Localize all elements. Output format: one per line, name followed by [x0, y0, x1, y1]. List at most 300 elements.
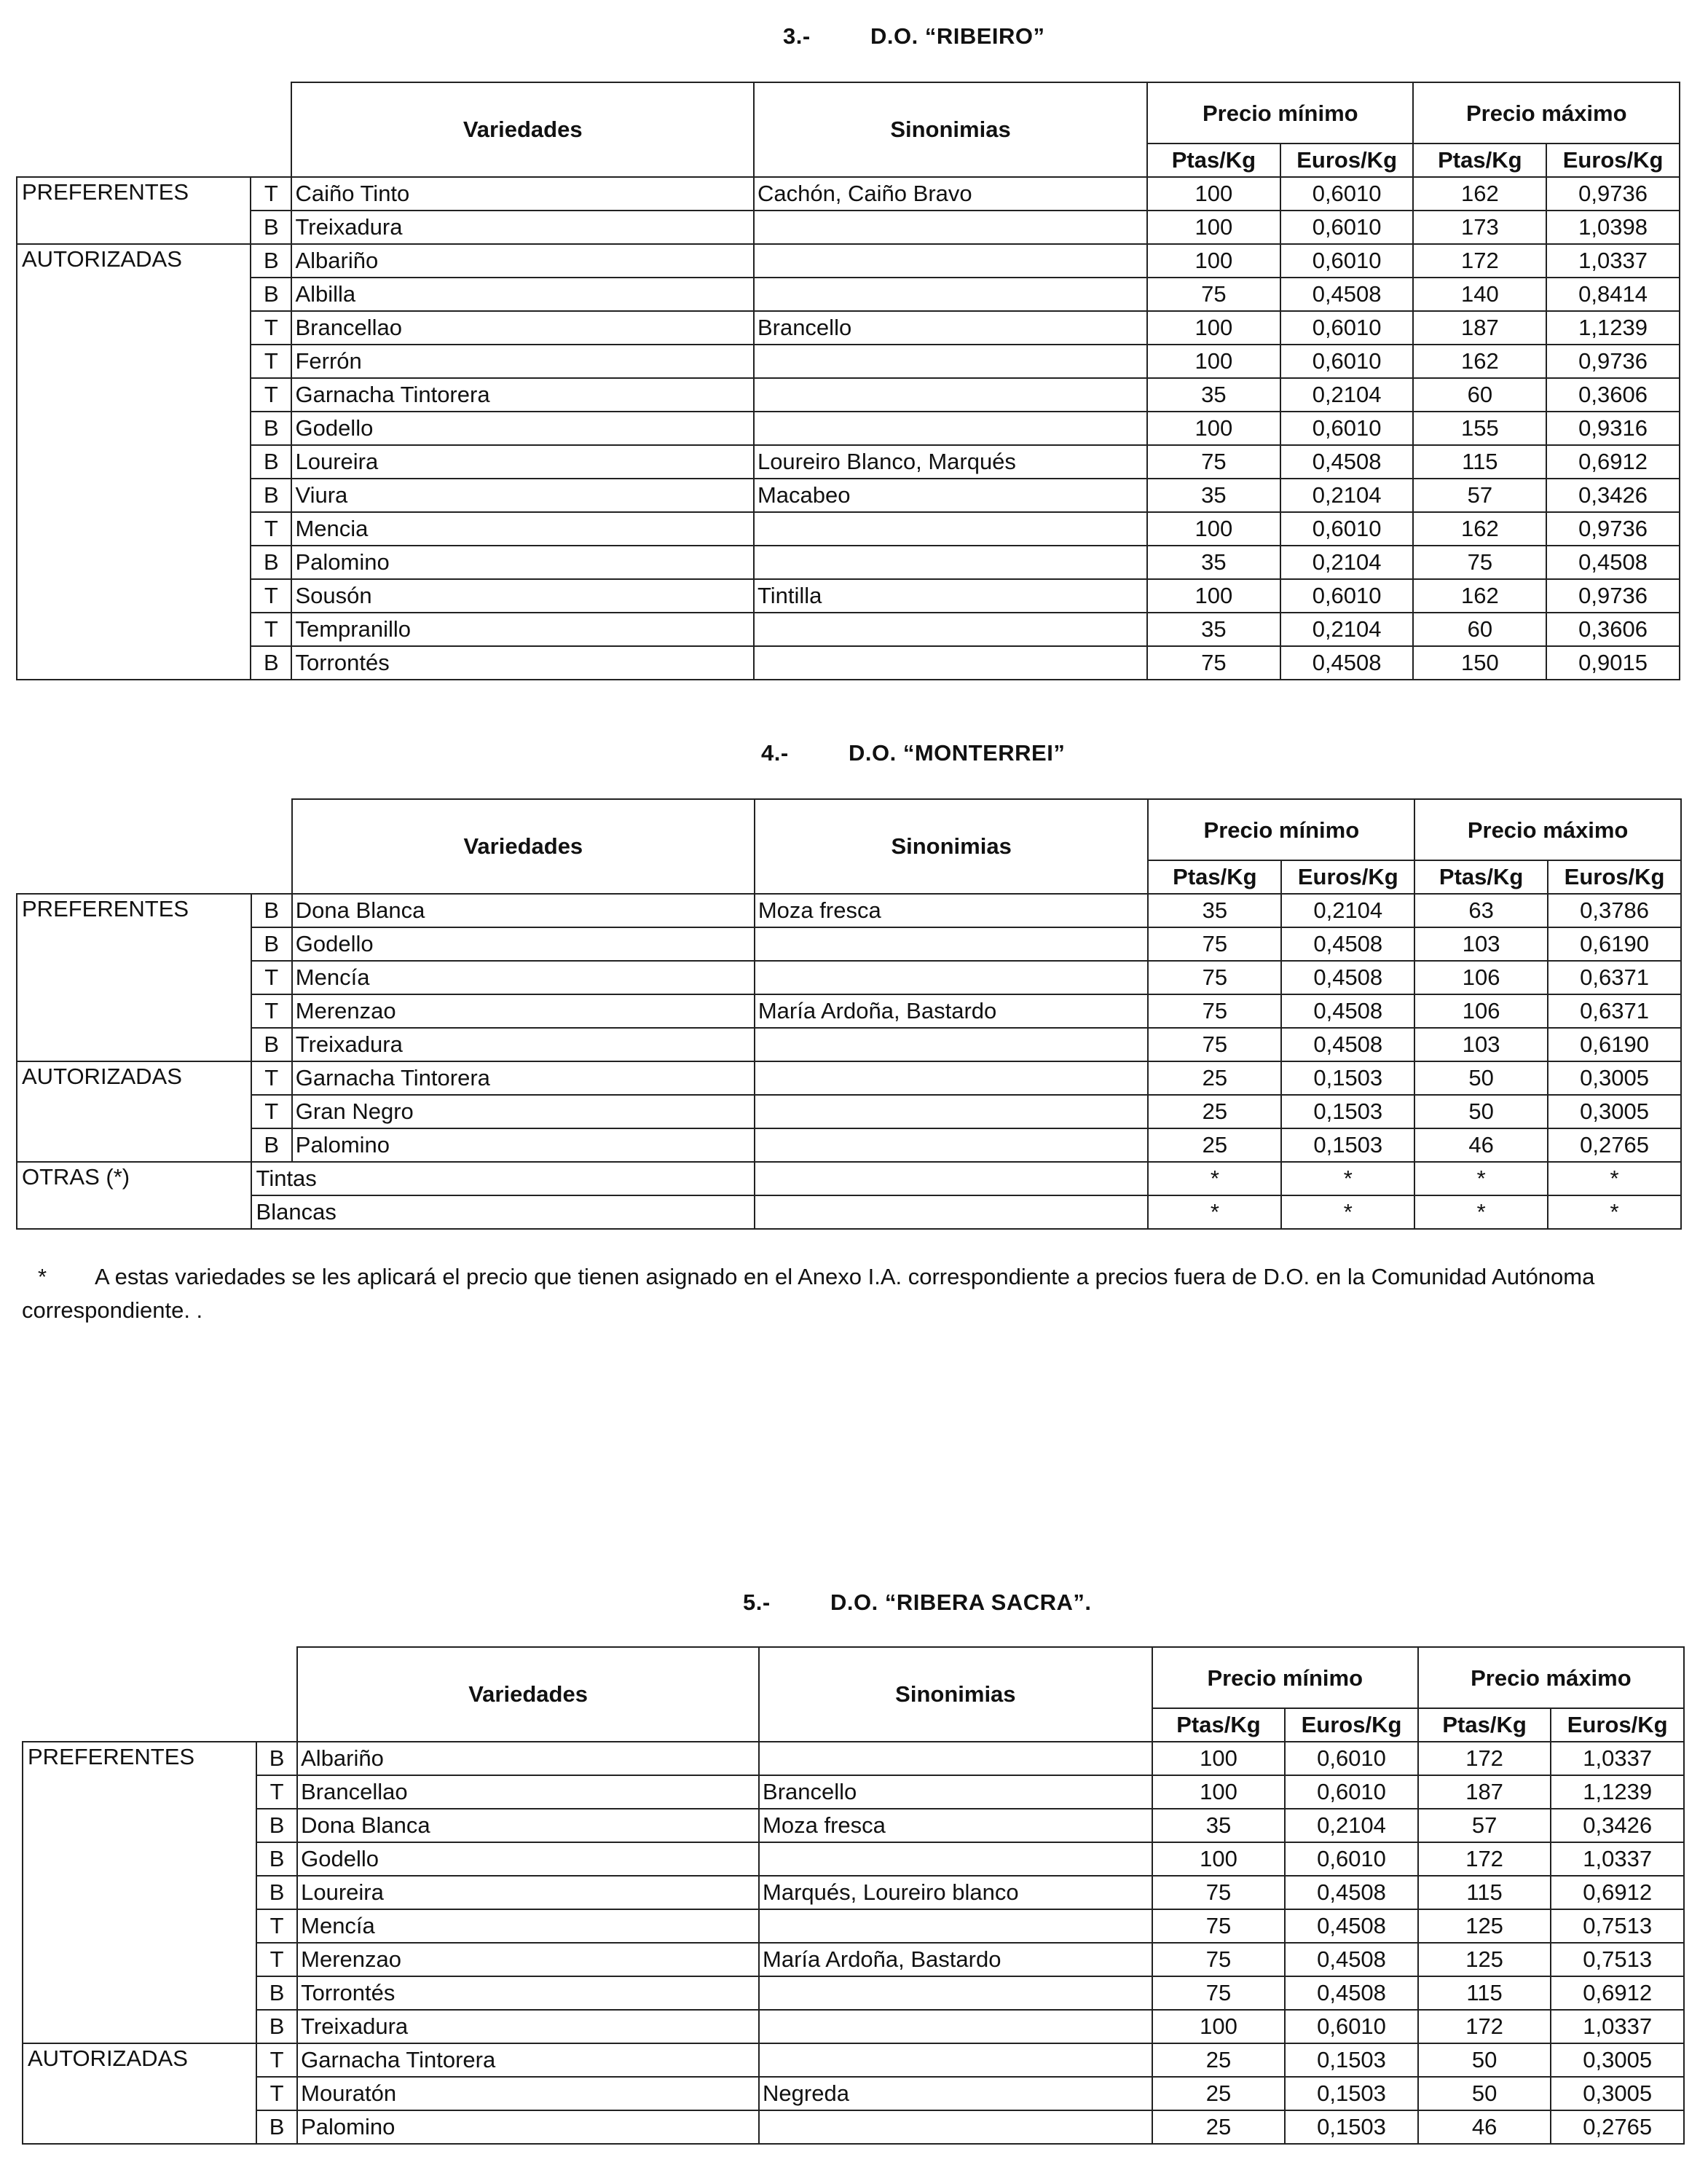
color-group-label: Tintas: [251, 1162, 755, 1195]
min-price-ptas: 100: [1147, 412, 1280, 445]
max-price-ptas: 103: [1414, 927, 1548, 961]
min-price-ptas: 75: [1147, 646, 1280, 680]
min-price-euros: 0,2104: [1285, 1809, 1418, 1842]
max-price-ptas: 187: [1418, 1775, 1551, 1809]
min-price-ptas: 35: [1147, 479, 1280, 512]
variety-name: Garnacha Tintorera: [297, 2043, 759, 2077]
max-price-ptas: *: [1414, 1195, 1548, 1229]
header-precio-minimo: Precio mínimo: [1147, 82, 1413, 144]
synonyms: [759, 2043, 1152, 2077]
grape-type: B: [256, 1876, 297, 1909]
variety-name: Ferrón: [291, 345, 753, 378]
max-price-euros: 0,9736: [1546, 512, 1680, 546]
section-title: [761, 740, 1065, 766]
synonyms: Loureiro Blanco, Marqués: [754, 445, 1147, 479]
grape-type: T: [251, 177, 291, 211]
grape-type: B: [256, 2110, 297, 2144]
section-number: 3.-: [783, 23, 811, 49]
max-price-euros: 0,4508: [1546, 546, 1680, 579]
min-price-ptas: 35: [1152, 1809, 1286, 1842]
max-price-euros: 0,8414: [1546, 278, 1680, 311]
variety-name: Garnacha Tintorera: [291, 378, 753, 412]
min-price-ptas: 25: [1148, 1128, 1281, 1162]
table-row: [23, 1876, 1684, 1909]
min-price-ptas: 75: [1147, 278, 1280, 311]
table-row: [17, 579, 1680, 613]
max-price-euros: 0,6371: [1548, 961, 1681, 994]
grape-type: T: [251, 311, 291, 345]
min-price-euros: 0,1503: [1281, 1061, 1414, 1095]
variety-name: Tempranillo: [291, 613, 753, 646]
header-precio-maximo: Precio máximo: [1418, 1647, 1684, 1708]
max-price-ptas: 172: [1418, 1742, 1551, 1775]
variety-name: Loureira: [291, 445, 753, 479]
grape-type: T: [256, 2077, 297, 2110]
synonyms: [754, 345, 1147, 378]
variety-name: Sousón: [291, 579, 753, 613]
table-row: [23, 2077, 1684, 2110]
variety-name: Torrontés: [291, 646, 753, 680]
max-price-ptas: 125: [1418, 1909, 1551, 1943]
synonyms: [759, 1842, 1152, 1876]
min-price-euros: 0,6010: [1280, 244, 1414, 278]
min-price-euros: 0,6010: [1285, 1775, 1418, 1809]
header-precio-minimo: Precio mínimo: [1148, 799, 1414, 860]
min-price-ptas: 100: [1147, 311, 1280, 345]
min-price-ptas: 75: [1152, 1976, 1286, 2010]
min-price-ptas: 25: [1152, 2043, 1286, 2077]
header-precio-maximo: Precio máximo: [1414, 799, 1681, 860]
max-price-euros: 0,3005: [1551, 2077, 1684, 2110]
synonyms: [754, 244, 1147, 278]
synonyms: Negreda: [759, 2077, 1152, 2110]
variety-name: Treixadura: [292, 1028, 755, 1061]
header-row: [23, 1647, 1684, 1708]
min-price-ptas: 75: [1148, 994, 1281, 1028]
variety-name: Albariño: [291, 244, 753, 278]
min-price-euros: 0,4508: [1281, 994, 1414, 1028]
table-row: [17, 512, 1680, 546]
min-price-ptas: 25: [1148, 1095, 1281, 1128]
header-corner: [17, 82, 291, 177]
grape-type: B: [251, 1128, 292, 1162]
variety-name: Godello: [297, 1842, 759, 1876]
table-row: [17, 546, 1680, 579]
variety-name: Dona Blanca: [292, 894, 755, 927]
grape-type: T: [251, 579, 291, 613]
max-price-euros: 0,6912: [1546, 445, 1680, 479]
max-price-euros: 0,6912: [1551, 1976, 1684, 2010]
max-price-euros: 1,0337: [1546, 244, 1680, 278]
grape-type: B: [256, 1809, 297, 1842]
table-row: [17, 1162, 1681, 1195]
synonyms: [755, 961, 1149, 994]
synonyms: [754, 512, 1147, 546]
grape-type: B: [251, 479, 291, 512]
table-row: [17, 1195, 1681, 1229]
max-price-ptas: 106: [1414, 961, 1548, 994]
synonyms: Brancello: [759, 1775, 1152, 1809]
max-price-euros: 0,2765: [1548, 1128, 1681, 1162]
max-price-ptas: 50: [1418, 2043, 1551, 2077]
grape-type: B: [256, 1742, 297, 1775]
max-price-euros: 0,3606: [1546, 613, 1680, 646]
min-price-ptas: 100: [1152, 1742, 1286, 1775]
grape-type: B: [251, 445, 291, 479]
table-row: [17, 177, 1680, 211]
section-number: 4.-: [761, 740, 789, 766]
min-price-euros: 0,6010: [1285, 1842, 1418, 1876]
grape-type: T: [251, 1061, 292, 1095]
min-price-euros: 0,4508: [1280, 445, 1414, 479]
section-name: D.O. “RIBEIRO”: [870, 23, 1045, 49]
max-price-ptas: 125: [1418, 1943, 1551, 1976]
synonyms: [755, 1061, 1149, 1095]
variety-name: Merenzao: [292, 994, 755, 1028]
max-price-euros: 0,9736: [1546, 579, 1680, 613]
table-row: [17, 646, 1680, 680]
category-label: AUTORIZADAS: [23, 2043, 256, 2144]
variety-name: Treixadura: [291, 211, 753, 244]
table-row: [23, 2043, 1684, 2077]
header-min-ptas: Ptas/Kg: [1148, 860, 1281, 894]
synonyms: Tintilla: [754, 579, 1147, 613]
max-price-euros: 0,9316: [1546, 412, 1680, 445]
synonyms: [754, 546, 1147, 579]
table-row: [23, 1775, 1684, 1809]
table-row: [17, 1028, 1681, 1061]
max-price-ptas: 60: [1413, 378, 1546, 412]
max-price-euros: 0,3786: [1548, 894, 1681, 927]
max-price-ptas: 50: [1418, 2077, 1551, 2110]
max-price-ptas: 63: [1414, 894, 1548, 927]
table-row: [17, 479, 1680, 512]
max-price-euros: 1,0398: [1546, 211, 1680, 244]
grape-type: B: [251, 1028, 292, 1061]
grape-type: T: [251, 961, 292, 994]
grape-type: T: [256, 1775, 297, 1809]
max-price-euros: 1,0337: [1551, 2010, 1684, 2043]
grape-type: B: [251, 546, 291, 579]
price-table: [16, 798, 1682, 1230]
table-row: [17, 278, 1680, 311]
min-price-euros: 0,4508: [1285, 1876, 1418, 1909]
min-price-euros: 0,4508: [1281, 927, 1414, 961]
min-price-euros: 0,1503: [1285, 2110, 1418, 2144]
grape-type: B: [256, 2010, 297, 2043]
synonyms: [759, 2110, 1152, 2144]
section-number: 5.-: [743, 1589, 771, 1615]
max-price-ptas: 50: [1414, 1095, 1548, 1128]
max-price-ptas: 172: [1418, 2010, 1551, 2043]
max-price-euros: 0,9736: [1546, 177, 1680, 211]
min-price-euros: 0,4508: [1280, 278, 1414, 311]
min-price-ptas: 75: [1148, 961, 1281, 994]
category-label: OTRAS (*): [17, 1162, 251, 1229]
header-sinonimias: Sinonimias: [759, 1647, 1152, 1742]
max-price-ptas: 155: [1413, 412, 1546, 445]
min-price-ptas: 75: [1148, 1028, 1281, 1061]
min-price-ptas: 35: [1147, 613, 1280, 646]
category-label: PREFERENTES: [17, 894, 251, 1061]
grape-type: T: [256, 1943, 297, 1976]
max-price-euros: 1,1239: [1551, 1775, 1684, 1809]
synonyms: [759, 2010, 1152, 2043]
color-group-label: Blancas: [251, 1195, 755, 1229]
category-label: AUTORIZADAS: [17, 1061, 251, 1162]
min-price-euros: 0,2104: [1280, 613, 1414, 646]
variety-name: Mencía: [297, 1909, 759, 1943]
header-corner: [17, 799, 292, 894]
min-price-ptas: 35: [1147, 546, 1280, 579]
min-price-ptas: 35: [1148, 894, 1281, 927]
max-price-euros: 0,3005: [1548, 1095, 1681, 1128]
header-max-ptas: Ptas/Kg: [1418, 1708, 1551, 1742]
variety-name: Viura: [291, 479, 753, 512]
variety-name: Godello: [291, 412, 753, 445]
max-price-ptas: 115: [1418, 1976, 1551, 2010]
header-variedades: Variedades: [291, 82, 753, 177]
variety-name: Caiño Tinto: [291, 177, 753, 211]
max-price-euros: 1,0337: [1551, 1742, 1684, 1775]
table-row: [23, 1943, 1684, 1976]
table-row: [23, 1976, 1684, 2010]
max-price-euros: 0,6912: [1551, 1876, 1684, 1909]
price-table: [22, 1646, 1685, 2145]
table-row: [17, 613, 1680, 646]
max-price-ptas: 172: [1418, 1842, 1551, 1876]
header-max-euros: Euros/Kg: [1546, 144, 1680, 177]
synonyms: Macabeo: [754, 479, 1147, 512]
synonyms: Moza fresca: [759, 1809, 1152, 1842]
max-price-ptas: 187: [1413, 311, 1546, 345]
max-price-ptas: 75: [1413, 546, 1546, 579]
grape-type: B: [251, 278, 291, 311]
table-row: [17, 211, 1680, 244]
min-price-ptas: 100: [1152, 2010, 1286, 2043]
min-price-ptas: 100: [1147, 211, 1280, 244]
grape-type: B: [251, 211, 291, 244]
header-min-euros: Euros/Kg: [1285, 1708, 1418, 1742]
max-price-ptas: 162: [1413, 345, 1546, 378]
max-price-euros: 0,9736: [1546, 345, 1680, 378]
grape-type: B: [251, 244, 291, 278]
table-row: [23, 1909, 1684, 1943]
min-price-ptas: 35: [1147, 378, 1280, 412]
synonyms: [755, 1095, 1149, 1128]
variety-name: Mouratón: [297, 2077, 759, 2110]
header-max-euros: Euros/Kg: [1548, 860, 1681, 894]
table-row: [17, 1128, 1681, 1162]
table-row: [17, 345, 1680, 378]
max-price-euros: 0,7513: [1551, 1909, 1684, 1943]
min-price-euros: 0,1503: [1285, 2077, 1418, 2110]
header-sinonimias: Sinonimias: [754, 82, 1147, 177]
max-price-ptas: 172: [1413, 244, 1546, 278]
table-row: [17, 894, 1681, 927]
table-row: [23, 1742, 1684, 1775]
header-row: [17, 82, 1680, 144]
synonyms: [755, 927, 1149, 961]
section-title: [783, 23, 1045, 50]
variety-name: Brancellao: [291, 311, 753, 345]
min-price-euros: 0,1503: [1285, 2043, 1418, 2077]
min-price-euros: 0,6010: [1280, 345, 1414, 378]
grape-type: T: [256, 2043, 297, 2077]
header-variedades: Variedades: [292, 799, 755, 894]
variety-name: Godello: [292, 927, 755, 961]
synonyms: [754, 412, 1147, 445]
grape-type: B: [251, 894, 292, 927]
min-price-euros: *: [1281, 1162, 1414, 1195]
category-label: PREFERENTES: [23, 1742, 256, 2043]
synonyms: [759, 1976, 1152, 2010]
max-price-ptas: 57: [1418, 1809, 1551, 1842]
min-price-ptas: 25: [1152, 2077, 1286, 2110]
header-min-euros: Euros/Kg: [1281, 860, 1414, 894]
table-row: [23, 2110, 1684, 2144]
grape-type: T: [251, 378, 291, 412]
max-price-euros: 0,2765: [1551, 2110, 1684, 2144]
max-price-ptas: *: [1414, 1162, 1548, 1195]
header-corner: [23, 1647, 297, 1742]
max-price-euros: 0,6371: [1548, 994, 1681, 1028]
min-price-ptas: *: [1148, 1162, 1281, 1195]
max-price-ptas: 150: [1413, 646, 1546, 680]
max-price-ptas: 162: [1413, 579, 1546, 613]
grape-type: B: [251, 646, 291, 680]
synonyms: [754, 211, 1147, 244]
variety-name: Treixadura: [297, 2010, 759, 2043]
table-row: [17, 412, 1680, 445]
footnote-marker: *: [38, 1264, 47, 1289]
max-price-ptas: 103: [1414, 1028, 1548, 1061]
synonyms: [759, 1909, 1152, 1943]
synonyms: [755, 1195, 1149, 1229]
max-price-ptas: 46: [1414, 1128, 1548, 1162]
max-price-ptas: 162: [1413, 512, 1546, 546]
synonyms: [755, 1128, 1149, 1162]
max-price-euros: 0,3005: [1548, 1061, 1681, 1095]
synonyms: [759, 1742, 1152, 1775]
min-price-euros: 0,4508: [1281, 1028, 1414, 1061]
header-precio-minimo: Precio mínimo: [1152, 1647, 1418, 1708]
grape-type: T: [251, 512, 291, 546]
max-price-euros: *: [1548, 1195, 1681, 1229]
variety-name: Albariño: [297, 1742, 759, 1775]
section-name: D.O. “MONTERREI”: [849, 740, 1066, 766]
min-price-ptas: 100: [1147, 177, 1280, 211]
max-price-euros: 0,9015: [1546, 646, 1680, 680]
table-row: [17, 994, 1681, 1028]
min-price-euros: *: [1281, 1195, 1414, 1229]
synonyms: [755, 1028, 1149, 1061]
max-price-euros: 0,3426: [1546, 479, 1680, 512]
variety-name: Gran Negro: [292, 1095, 755, 1128]
price-table: [16, 82, 1680, 680]
header-precio-maximo: Precio máximo: [1413, 82, 1680, 144]
variety-name: Palomino: [292, 1128, 755, 1162]
min-price-euros: 0,2104: [1280, 378, 1414, 412]
synonyms: Moza fresca: [755, 894, 1149, 927]
max-price-ptas: 173: [1413, 211, 1546, 244]
max-price-euros: 1,1239: [1546, 311, 1680, 345]
synonyms: María Ardoña, Bastardo: [759, 1943, 1152, 1976]
max-price-euros: *: [1548, 1162, 1681, 1195]
table-row: [17, 1095, 1681, 1128]
max-price-ptas: 60: [1413, 613, 1546, 646]
variety-name: Dona Blanca: [297, 1809, 759, 1842]
table-row: [23, 1809, 1684, 1842]
max-price-ptas: 46: [1418, 2110, 1551, 2144]
max-price-ptas: 106: [1414, 994, 1548, 1028]
min-price-ptas: 75: [1152, 1909, 1286, 1943]
synonyms: [754, 278, 1147, 311]
min-price-ptas: 100: [1147, 345, 1280, 378]
max-price-euros: 0,3606: [1546, 378, 1680, 412]
max-price-euros: 0,7513: [1551, 1943, 1684, 1976]
max-price-ptas: 140: [1413, 278, 1546, 311]
min-price-euros: 0,4508: [1285, 1976, 1418, 2010]
min-price-euros: 0,6010: [1280, 579, 1414, 613]
min-price-ptas: 75: [1152, 1876, 1286, 1909]
min-price-ptas: 100: [1147, 244, 1280, 278]
footnote-text: A estas variedades se les aplicará el precio que tienen asignado en el Anexo I.A. correspondiente a precios fuera de D.O. en la Comunidad Autónoma correspondiente. .: [22, 1264, 1595, 1323]
table-row: [17, 311, 1680, 345]
min-price-euros: 0,4508: [1280, 646, 1414, 680]
table-row: [17, 961, 1681, 994]
min-price-ptas: 25: [1152, 2110, 1286, 2144]
grape-type: B: [256, 1842, 297, 1876]
max-price-ptas: 115: [1413, 445, 1546, 479]
min-price-ptas: 75: [1148, 927, 1281, 961]
synonyms: Marqués, Loureiro blanco: [759, 1876, 1152, 1909]
variety-name: Palomino: [291, 546, 753, 579]
footnote: [22, 1260, 1704, 1327]
header-max-euros: Euros/Kg: [1551, 1708, 1684, 1742]
header-sinonimias: Sinonimias: [755, 799, 1149, 894]
category-label: AUTORIZADAS: [17, 244, 251, 680]
header-min-ptas: Ptas/Kg: [1147, 144, 1280, 177]
max-price-euros: 0,6190: [1548, 1028, 1681, 1061]
min-price-euros: 0,1503: [1281, 1095, 1414, 1128]
header-max-ptas: Ptas/Kg: [1413, 144, 1546, 177]
variety-name: Mencia: [291, 512, 753, 546]
table-row: [17, 1061, 1681, 1095]
min-price-euros: 0,2104: [1281, 894, 1414, 927]
min-price-ptas: 75: [1152, 1943, 1286, 1976]
table-row: [17, 445, 1680, 479]
max-price-euros: 0,6190: [1548, 927, 1681, 961]
variety-name: Garnacha Tintorera: [292, 1061, 755, 1095]
min-price-euros: 0,6010: [1285, 1742, 1418, 1775]
max-price-ptas: 57: [1413, 479, 1546, 512]
header-row: [17, 799, 1681, 860]
section-title: [743, 1589, 1091, 1616]
min-price-ptas: *: [1148, 1195, 1281, 1229]
min-price-euros: 0,6010: [1280, 311, 1414, 345]
min-price-euros: 0,2104: [1280, 546, 1414, 579]
max-price-euros: 0,3426: [1551, 1809, 1684, 1842]
grape-type: T: [251, 1095, 292, 1128]
max-price-euros: 1,0337: [1551, 1842, 1684, 1876]
variety-name: Palomino: [297, 2110, 759, 2144]
min-price-euros: 0,6010: [1280, 177, 1414, 211]
min-price-euros: 0,6010: [1280, 211, 1414, 244]
header-min-euros: Euros/Kg: [1280, 144, 1414, 177]
table-row: [17, 378, 1680, 412]
header-max-ptas: Ptas/Kg: [1414, 860, 1548, 894]
